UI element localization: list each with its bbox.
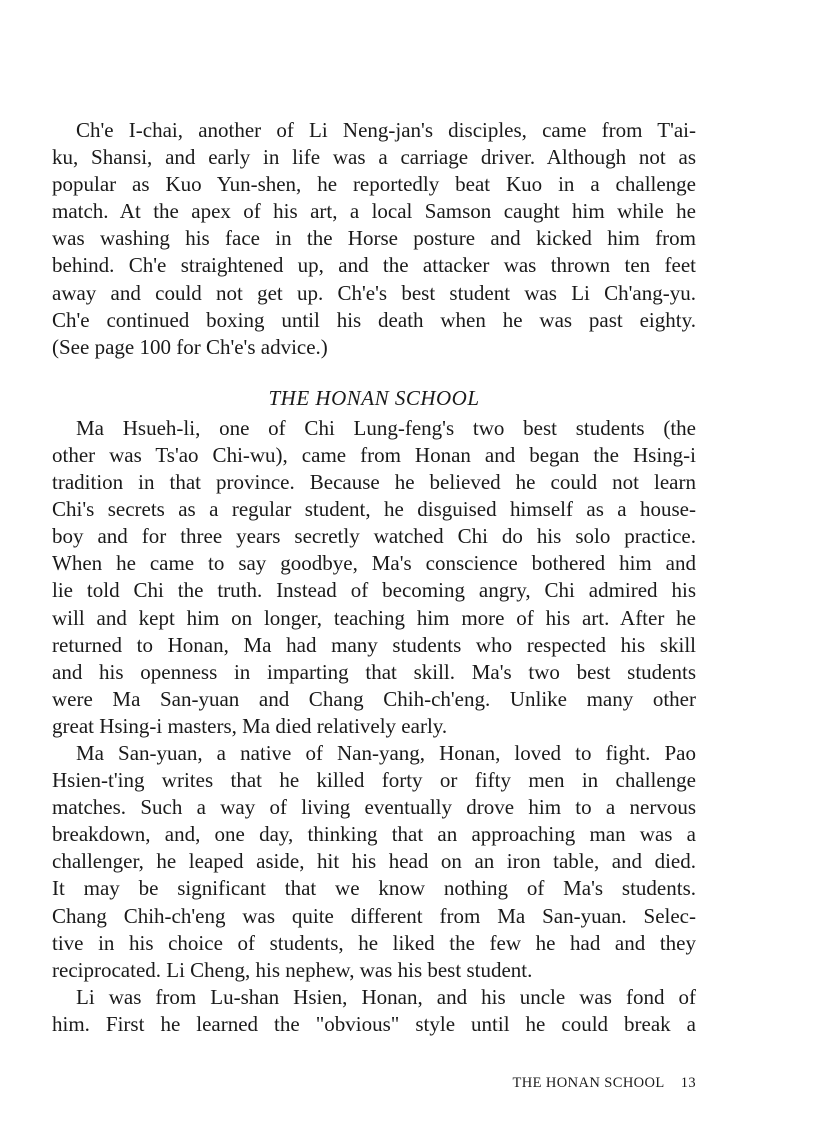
text-line: challenger, he leaped aside, hit his head on an iron table, and died.: [52, 849, 696, 874]
text-line: Li was from Lu-shan Hsien, Honan, and his uncle was fond of: [76, 984, 696, 1009]
text-line: match. At the apex of his art, a local Samson caught him while he: [52, 199, 696, 224]
text-line: (See page 100 for Ch'e's advice.): [52, 334, 328, 359]
page-number: 13: [680, 1075, 696, 1091]
text-line: breakdown, and, one day, thinking that an approaching man was a: [52, 822, 696, 847]
text-line: returned to Honan, Ma had many students who respected his skill: [52, 632, 696, 657]
section-heading: THE HONAN SCHOOL: [268, 385, 480, 410]
body-text: [52, 117, 696, 1038]
paragraph-che-i-chai: [52, 117, 696, 361]
text-line: behind. Ch'e straightened up, and the attacker was thrown ten feet: [52, 253, 696, 278]
text-line: Chang Chih-ch'eng was quite different from Ma San-yuan. Selec-: [52, 903, 696, 928]
page-footer: [512, 1075, 696, 1092]
text-line: great Hsing-i masters, Ma died relatively early.: [52, 713, 448, 738]
paragraph-li-cheng: [52, 984, 696, 1038]
paragraph-ma-hsueh-li: [52, 415, 696, 740]
text-line: When he came to say goodbye, Ma's conscience bothered him and: [52, 551, 696, 576]
text-line: Ch'e I-chai, another of Li Neng-jan's disciples, came from T'ai-: [76, 118, 696, 142]
text-line: were Ma San-yuan and Chang Chih-ch'eng. Unlike many other: [52, 686, 696, 711]
text-line: lie told Chi the truth. Instead of becoming angry, Chi admired his: [52, 578, 696, 603]
text-line: other was Ts'ao Chi-wu), came from Honan and began the Hsing-i: [52, 442, 696, 467]
text-line: It may be significant that we know nothing of Ma's students.: [52, 876, 696, 901]
text-line: Chi's secrets as a regular student, he disguised himself as a house-: [52, 497, 696, 522]
text-line: tive in his choice of students, he liked the few he had and they: [52, 930, 696, 955]
text-line: Ma Hsueh-li, one of Chi Lung-feng's two best students (the: [76, 415, 696, 440]
text-line: reciprocated. Li Cheng, his nephew, was his best student.: [52, 957, 533, 982]
text-line: boy and for three years secretly watched Chi do his solo practice.: [52, 524, 696, 549]
text-line: Ch'e continued boxing until his death when he was past eighty.: [52, 307, 696, 332]
text-line: popular as Kuo Yun-shen, he reportedly beat Kuo in a challenge: [52, 172, 696, 197]
text-line: was washing his face in the Horse posture and kicked him from: [52, 226, 696, 251]
running-head: THE HONAN SCHOOL: [512, 1075, 665, 1091]
text-line: away and could not get up. Ch'e's best student was Li Ch'ang-yu.: [52, 280, 696, 305]
text-line: Ma San-yuan, a native of Nan-yang, Honan, loved to fight. Pao: [76, 740, 696, 765]
text-line: will and kept him on longer, teaching him more of his art. After he: [52, 605, 696, 630]
text-line: and his openness in imparting that skill. Ma's two best students: [52, 659, 696, 684]
text-line: him. First he learned the "obvious" style until he could break a: [52, 1011, 696, 1036]
text-line: ku, Shansi, and early in life was a carriage driver. Although not as: [52, 145, 696, 170]
text-line: tradition in that province. Because he believed he could not learn: [52, 470, 696, 495]
text-line: matches. Such a way of living eventually drove him to a nervous: [52, 795, 696, 820]
paragraph-ma-san-yuan: [52, 740, 696, 984]
text-line: Hsien-t'ing writes that he killed forty or fifty men in challenge: [52, 768, 696, 793]
